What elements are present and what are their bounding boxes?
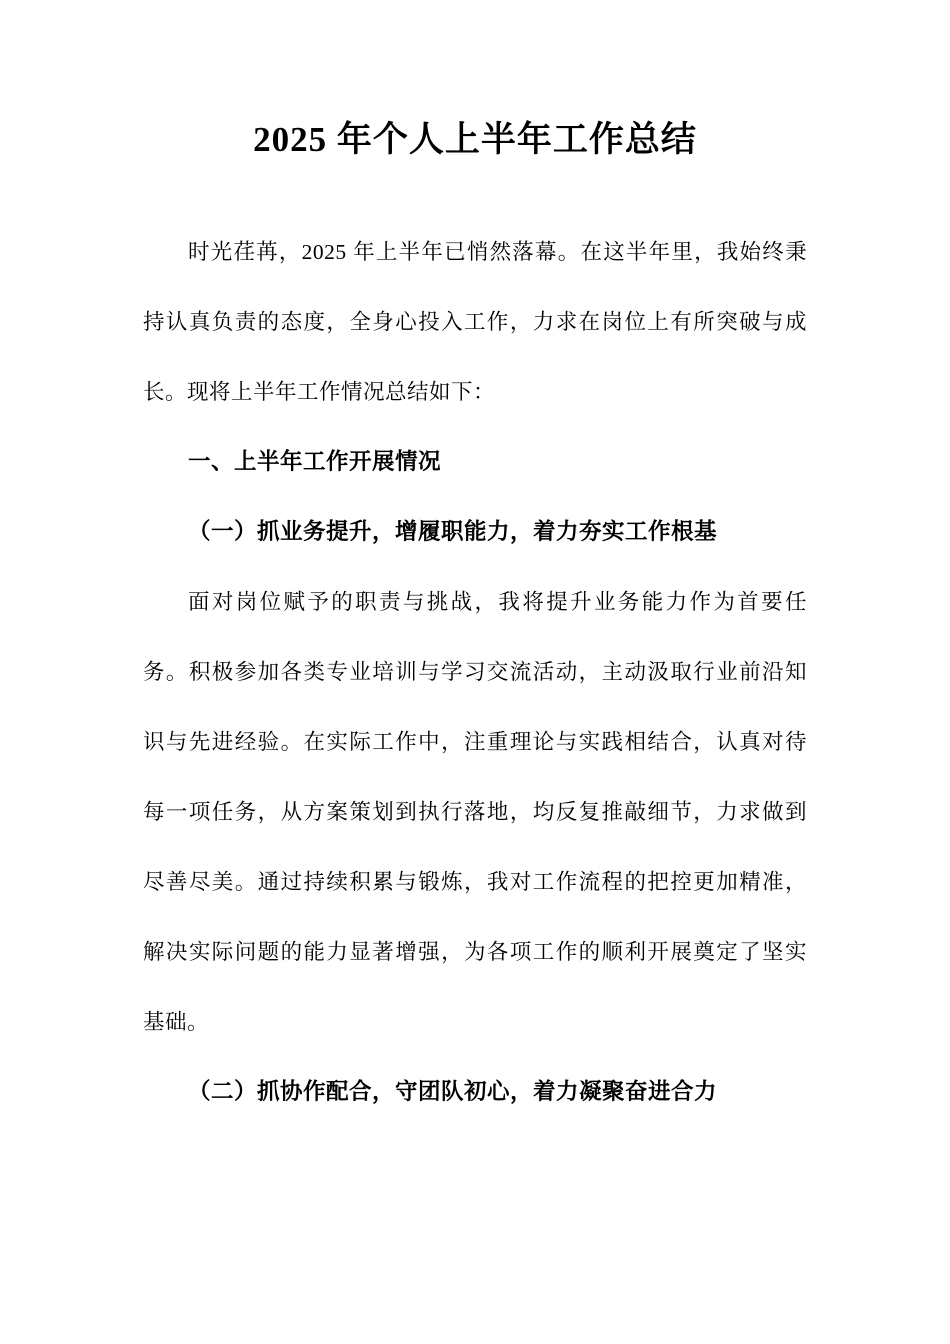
text-line: 持认真负责的态度，全身心投入工作，力求在岗位上有所突破与成 <box>143 310 807 334</box>
document-body <box>143 0 807 1127</box>
text-line: 基础。 <box>143 1010 210 1034</box>
document-title: 2025 年个人上半年工作总结 <box>253 120 697 159</box>
text-line: 每一项任务，从方案策划到执行落地，均反复推敲细节，力求做到 <box>143 800 807 824</box>
text-line: 长。现将上半年工作情况总结如下： <box>143 380 496 404</box>
section-heading: （二）抓协作配合，守团队初心，着力凝聚奋进合力 <box>188 1079 718 1104</box>
section-heading: （一）抓业务提升，增履职能力，着力夯实工作根基 <box>188 519 718 544</box>
document-content <box>143 217 807 1127</box>
text-line: 面对岗位赋予的职责与挑战，我将提升业务能力作为首要任 <box>188 590 807 614</box>
text-line: 识与先进经验。在实际工作中，注重理论与实践相结合，认真对待 <box>143 730 807 754</box>
text-line: 务。积极参加各类专业培训与学习交流活动，主动汲取行业前沿知 <box>143 660 807 684</box>
text-line: 尽善尽美。通过持续积累与锻炼，我对工作流程的把控更加精准， <box>143 870 807 894</box>
text-line: 解决实际问题的能力显著增强，为各项工作的顺利开展奠定了坚实 <box>143 940 807 964</box>
text-line: 时光荏苒，2025 年上半年已悄然落幕。在这半年里，我始终秉 <box>188 240 807 264</box>
section-heading: 一、上半年工作开展情况 <box>188 449 442 474</box>
